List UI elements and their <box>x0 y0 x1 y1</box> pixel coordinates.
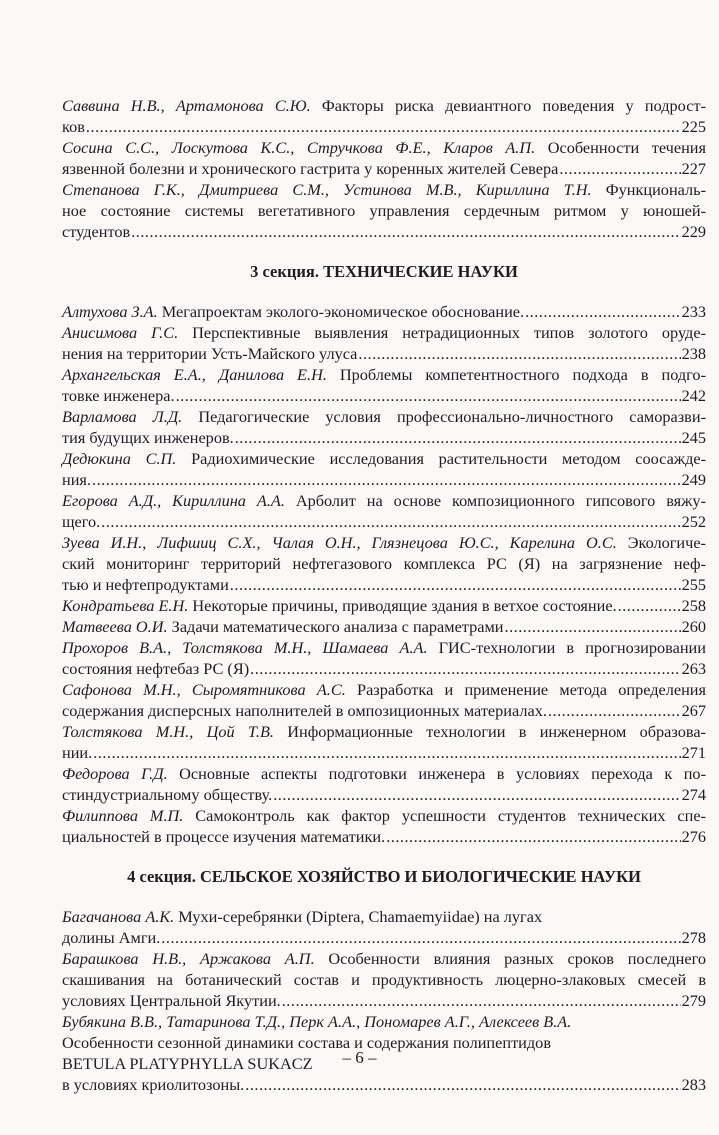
entry-page-number: 245 <box>681 428 706 447</box>
entry-title-end: тью и нефтепродуктами <box>62 575 229 594</box>
dot-leader <box>618 595 681 616</box>
entry-page-number: 263 <box>681 659 706 678</box>
entry-title-end: нии. <box>62 743 93 762</box>
entry-title-text: Разработка и применение метода определения <box>357 680 707 699</box>
dot-leader <box>230 574 681 595</box>
page-number: – 6 – <box>342 1048 377 1067</box>
entry-authors: Багачанова А.К. <box>62 907 175 926</box>
entry-last-line <box>62 826 706 847</box>
dot-leader <box>505 616 681 637</box>
entry-line <box>62 1011 706 1032</box>
entry-line <box>62 200 706 221</box>
entry-page-number: 276 <box>681 827 706 846</box>
entry-title-text: Основные аспекты подготовки инженера в условиях перехода к по- <box>179 764 706 783</box>
dot-leader <box>559 158 680 179</box>
dot-leader <box>250 658 680 679</box>
entry-line <box>62 364 706 385</box>
entry-line <box>62 763 706 784</box>
entry-last-line <box>62 221 706 242</box>
entry-title-text: Особенности течения <box>547 138 706 157</box>
entry-page-number: 279 <box>681 991 706 1010</box>
entry-authors: Зуева И.Н., Лифшиц С.Х., Чалая О.Н., Глязнецова Ю.С., Карелина О.С. <box>62 533 617 552</box>
entry-title-end: циальностей в процессе изучения математики. <box>62 827 386 846</box>
toc-entry[interactable] <box>62 948 706 1011</box>
toc-entry[interactable] <box>62 364 706 406</box>
toc-entry[interactable] <box>62 301 706 322</box>
entry-line <box>62 679 706 700</box>
entry-title-text: Проблемы компетентностного подхода в подго- <box>339 365 706 384</box>
toc-entry[interactable] <box>62 322 706 364</box>
dot-leader <box>525 301 681 322</box>
entry-authors: Барашкова Н.В., Аржакова А.П. <box>62 949 315 968</box>
table-of-contents <box>62 95 706 1095</box>
section-heading: 3 секция. ТЕХНИЧЕСКИЕ НАУКИ <box>250 262 518 281</box>
entry-title-end: товке инженера. <box>62 386 175 405</box>
entry-title-end: состояния нефтебаз РС (Я) <box>62 659 250 678</box>
entry-title-text: Радиохимические исследования растительности методом соосажде- <box>191 449 706 468</box>
entry-last-line <box>62 427 706 448</box>
entry-page-number: 274 <box>681 785 706 804</box>
entry-authors: Сафонова М.Н., Сыромятникова А.С. <box>62 680 346 699</box>
entry-title-text: Мухи-серебрянки (Diptera, Chamaemyiidae) на лугах <box>178 907 543 926</box>
entry-page-number: 283 <box>681 1075 706 1094</box>
entry-title-text: ский мониторинг территорий нефтегазового комплекса РС (Я) на загрязнение неф- <box>62 554 706 573</box>
entry-line <box>62 721 706 742</box>
entry-last-line <box>62 116 706 137</box>
entry-title-text: Особенности влияния разных сроков последнего <box>328 949 706 968</box>
entry-authors: Саввина Н.В., Артамонова С.Ю. <box>62 96 311 115</box>
entry-page-number: 278 <box>681 928 706 947</box>
entry-last-line <box>62 616 706 637</box>
entry-title-text: Арболит на основе композиционного гипсового вяжу- <box>295 491 706 510</box>
entry-title-end: содержания дисперсных наполнителей в омпозиционных материалах. <box>62 701 547 720</box>
entry-last-line <box>62 343 706 364</box>
entry-last-line <box>62 158 706 179</box>
toc-entry[interactable] <box>62 721 706 763</box>
toc-entry[interactable] <box>62 95 706 137</box>
entry-line <box>62 906 706 927</box>
entry-title-text: BETULA PLATYPHYLLA SUKACZ <box>62 1054 313 1073</box>
entry-title-text: Особенности сезонной динамики состава и содержания полипептидов <box>62 1033 552 1052</box>
entry-authors: Филиппова М.П. <box>62 806 184 825</box>
toc-entry[interactable] <box>62 179 706 242</box>
entry-title-text: скашивания на ботанический состав и продуктивность люцерно-злаковых смесей в <box>62 970 706 989</box>
entry-title-end: тия будущих инженеров. <box>62 428 234 447</box>
entry-authors: Матвеева О.И. <box>62 617 168 636</box>
dot-leader <box>386 826 680 847</box>
entry-line <box>62 553 706 574</box>
entry-title-end: Некоторые причины, приводящие здания в ветхое состояние. <box>192 596 617 615</box>
entry-last-line <box>62 511 706 532</box>
entry-title-text: Функциональ- <box>605 180 706 199</box>
entry-authors: Прохоров В.А., Толстякова М.Н., Шамаева А.А. <box>62 638 428 657</box>
entry-title-end: условиях Центральной Якутии. <box>62 991 281 1010</box>
entry-title-end: Мегапроектам эколого-экономическое обоснование. <box>161 302 525 321</box>
entry-title-end: ков <box>62 117 85 136</box>
entry-last-line <box>62 1074 706 1095</box>
entry-last-line <box>62 385 706 406</box>
entry-title-end: язвенной болезни и хронического гастрита у коренных жителей Севера <box>62 159 559 178</box>
entry-title-text: Информационные технологии в инженерном образова- <box>287 722 706 741</box>
entry-title-end: долины Амги. <box>62 928 161 947</box>
entry-title-end: Задачи математического анализа с параметрами <box>171 617 504 636</box>
entry-line <box>62 948 706 969</box>
entry-authors: Варламова Л.Д. <box>62 407 183 426</box>
dot-leader <box>101 511 680 532</box>
entry-page-number: 233 <box>681 302 706 321</box>
toc-entry[interactable] <box>62 906 706 948</box>
entry-page-number: 260 <box>681 617 706 636</box>
toc-entry[interactable] <box>62 637 706 679</box>
toc-entry[interactable] <box>62 763 706 805</box>
entry-page-number: 252 <box>681 512 706 531</box>
entry-authors: Степанова Г.К., Дмитриева С.М., Устинова М.В., Кириллина Т.Н. <box>62 180 592 199</box>
entry-page-number: 225 <box>681 117 706 136</box>
entry-title-end: студентов <box>62 222 131 241</box>
section-heading: 4 секция. СЕЛЬСКОЕ ХОЗЯЙСТВО И БИОЛОГИЧЕСКИЕ НАУКИ <box>127 867 641 886</box>
entry-authors: Анисимова Г.С. <box>62 323 179 342</box>
entry-last-line <box>62 927 706 948</box>
entry-line <box>62 137 706 158</box>
entry-authors: Дедюкина С.П. <box>62 449 177 468</box>
entry-authors: Егорова А.Д., Кириллина А.А. <box>62 491 285 510</box>
entry-title-text: Экологиче- <box>627 533 706 552</box>
entry-last-line <box>62 595 706 616</box>
entry-authors: Федорова Г.Д. <box>62 764 168 783</box>
dot-leader <box>273 784 680 805</box>
entry-title-end: ния. <box>62 470 91 489</box>
toc-entry[interactable] <box>62 805 706 847</box>
entry-page-number: 271 <box>681 743 706 762</box>
entry-page-number: 227 <box>681 159 706 178</box>
entry-line <box>62 490 706 511</box>
entry-title-text: Факторы риска девиантного поведения у подрост- <box>321 96 706 115</box>
entry-page-number: 249 <box>681 470 706 489</box>
entry-line <box>62 805 706 826</box>
toc-entry[interactable] <box>62 406 706 448</box>
entry-last-line <box>62 784 706 805</box>
entry-title-end: в условиях криолитозоны. <box>62 1075 245 1094</box>
entry-line <box>62 406 706 427</box>
entry-last-line <box>62 574 706 595</box>
entry-authors: Толстякова М.Н., Цой Т.В. <box>62 722 274 741</box>
dot-leader <box>548 700 681 721</box>
entry-title-end: щего. <box>62 512 101 531</box>
toc-entry[interactable] <box>62 448 706 490</box>
entry-line <box>62 322 706 343</box>
dot-leader <box>92 469 681 490</box>
dot-leader <box>282 990 681 1011</box>
entry-title-text: ГИС-технологии в прогнозировании <box>438 638 706 657</box>
entry-authors: Сосина С.С., Лоскутова К.С., Стручкова Ф.Е., Кларов А.П. <box>62 138 536 157</box>
dot-leader <box>86 116 681 137</box>
entry-last-line <box>62 658 706 679</box>
entry-line <box>62 179 706 200</box>
entry-last-line <box>62 990 706 1011</box>
toc-entry[interactable] <box>62 679 706 721</box>
entry-authors: Бубякина В.В., Татаринова Т.Д., Перк А.А., Пономарев А.Г., Алексеев В.А. <box>62 1012 572 1031</box>
toc-entry[interactable] <box>62 616 706 637</box>
dot-leader <box>161 927 680 948</box>
entry-line <box>62 448 706 469</box>
dot-leader <box>245 1074 680 1095</box>
entry-title-text: Перспективные выявления нетрадиционных типов золотого оруде- <box>192 323 706 342</box>
entry-title-text: ное состояние системы вегетативного управления сердечным ритмом у юношей- <box>62 201 706 220</box>
entry-authors: Кондратьева Е.Н. <box>62 596 189 615</box>
entry-page-number: 267 <box>681 701 706 720</box>
dot-leader <box>131 221 680 242</box>
entry-title-text: Самоконтроль как фактор успешности студентов технических спе- <box>195 806 706 825</box>
entry-page-number: 229 <box>681 222 706 241</box>
entry-page-number: 238 <box>681 344 706 363</box>
entry-page-number: 258 <box>681 596 706 615</box>
entry-title-end: стиндустриальному обществу. <box>62 785 273 804</box>
entry-line <box>62 95 706 116</box>
dot-leader <box>358 343 680 364</box>
toc-entry[interactable] <box>62 490 706 532</box>
entry-title-text: Педагогические условия профессионально-личностного саморазви- <box>198 407 706 426</box>
entry-page-number: 242 <box>681 386 706 405</box>
dot-leader <box>93 742 680 763</box>
entry-page-number: 255 <box>681 575 706 594</box>
toc-entry[interactable] <box>62 137 706 179</box>
entry-line <box>62 532 706 553</box>
entry-last-line <box>62 742 706 763</box>
entry-title-end: нения на территории Усть-Майского улуса <box>62 344 358 363</box>
dot-leader <box>176 385 681 406</box>
toc-entry[interactable] <box>62 532 706 595</box>
dot-leader <box>235 427 681 448</box>
entry-last-line <box>62 700 706 721</box>
entry-line <box>62 969 706 990</box>
entry-last-line <box>62 301 706 322</box>
entry-authors: Архангельская Е.А., Данилова Е.Н. <box>62 365 327 384</box>
entry-last-line <box>62 469 706 490</box>
entry-line <box>62 637 706 658</box>
entry-authors: Алтухова З.А. <box>62 302 158 321</box>
toc-entry[interactable] <box>62 595 706 616</box>
